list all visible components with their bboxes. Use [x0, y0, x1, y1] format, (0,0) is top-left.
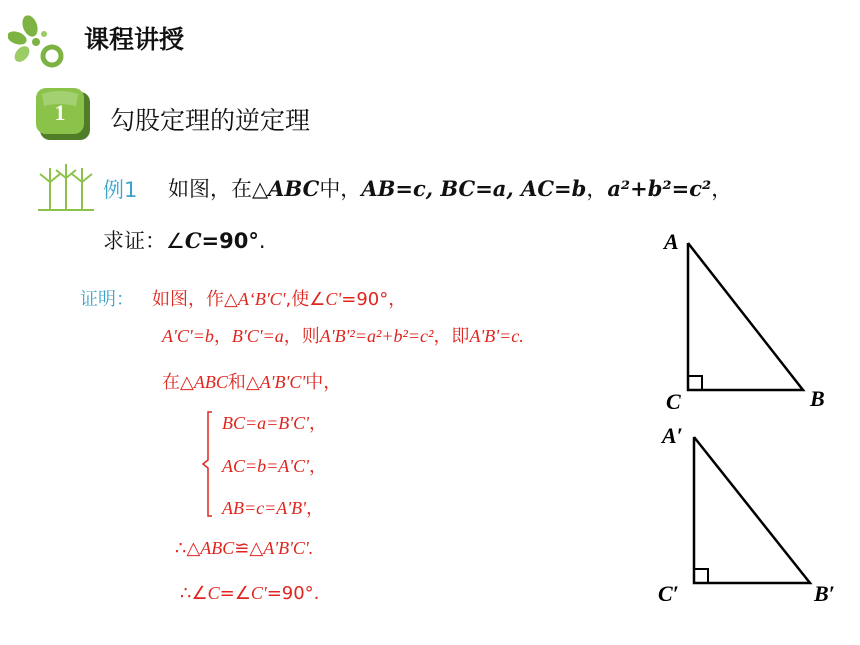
proof-line-1: 如图，作△A‘B'C',使∠C'=90°，: [152, 289, 407, 310]
prove-statement: 求证：∠C=90°.: [103, 228, 266, 253]
section-title: 勾股定理的逆定理: [110, 106, 311, 135]
header-title: 课程讲授: [84, 25, 185, 54]
example-label: 例1: [103, 178, 138, 202]
vertex-b-prime: B′: [814, 581, 835, 606]
example-statement: 如图，在△ABC中，AB=c, BC=a, AC=b，a²+b²=c²，: [168, 176, 733, 201]
section-number-badge: [36, 86, 94, 144]
course-logo-icon: [8, 12, 76, 68]
conclusion-angle: ∴∠C=∠C'=90°.: [180, 583, 320, 604]
system-equation-1: BC=a=B'C'，: [222, 413, 327, 434]
proof-line-3: 在△ABC和△A'B'C'中，: [162, 372, 342, 393]
vertex-a-prime: A′: [662, 423, 683, 448]
windmill-icon: [34, 160, 96, 214]
system-equation-3: AB=c=A'B'，: [222, 498, 324, 519]
vertex-a: A: [664, 229, 679, 254]
vertex-c-prime: C′: [658, 581, 679, 606]
triangle-abc: [688, 243, 803, 390]
proof-line-2: A'C'=b，B'C'=a，则A'B'²=a²+b²=c²，即A'B'=c.: [162, 326, 524, 347]
vertex-b: B: [810, 386, 825, 411]
system-equation-2: AC=b=A'C'，: [222, 456, 327, 477]
system-brace: [200, 410, 216, 518]
proof-label: 证明：: [80, 289, 134, 310]
triangle-a-prime-b-prime-c-prime: [694, 437, 810, 583]
vertex-c: C: [666, 389, 681, 414]
triangle-figure: [650, 225, 850, 615]
section-number: 1: [54, 100, 66, 125]
conclusion-congruent: ∴△ABC≌△A'B'C'.: [175, 538, 314, 559]
